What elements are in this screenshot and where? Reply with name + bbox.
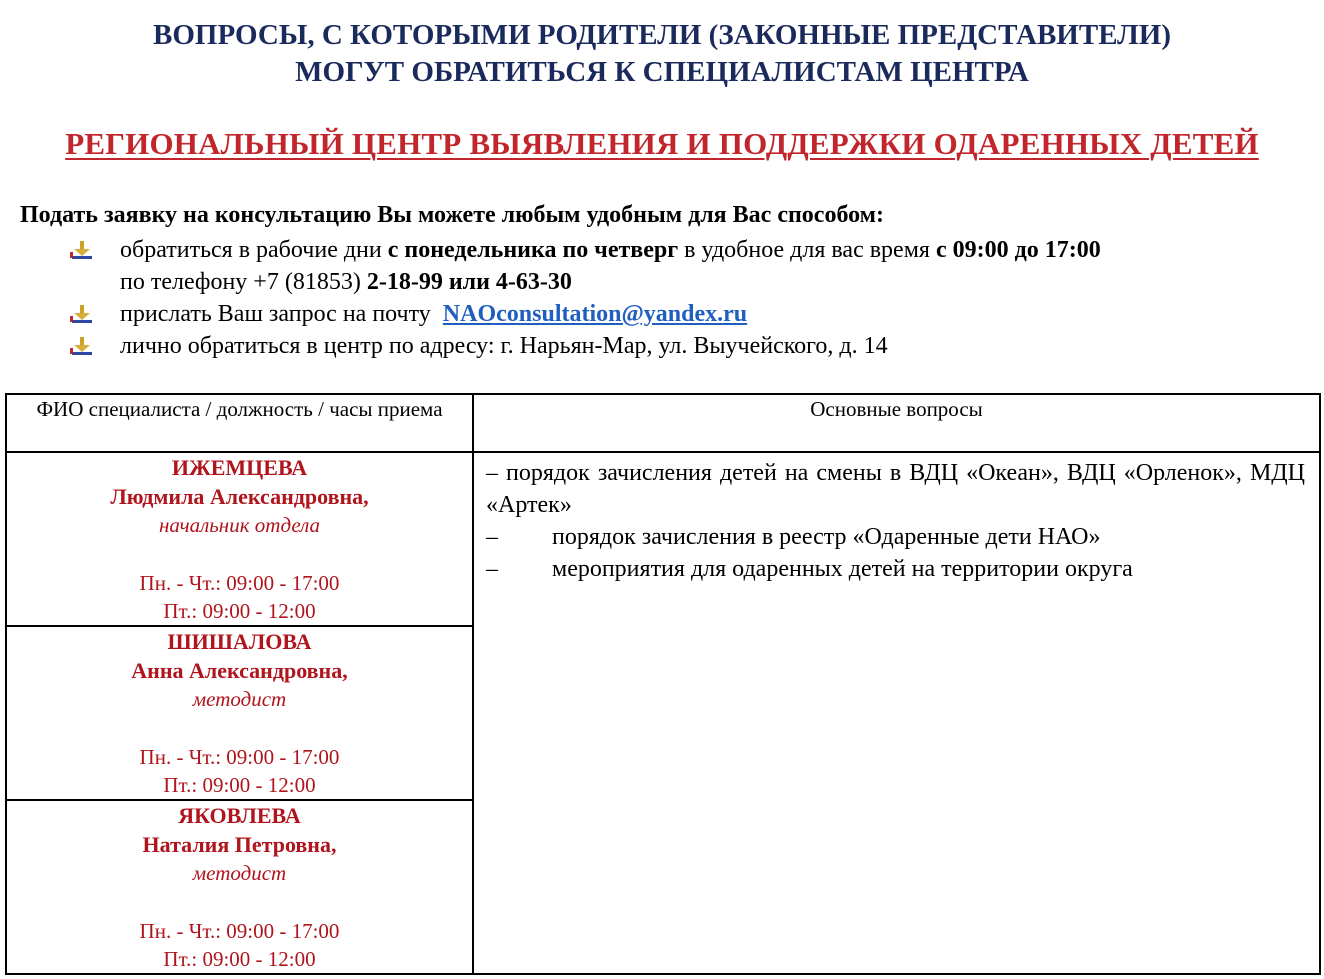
page-title-line-2: МОГУТ ОБРАТИТЬСЯ К СПЕЦИАЛИСТАМ ЦЕНТРА <box>295 56 1029 88</box>
issue-item <box>486 553 1305 585</box>
email-link[interactable]: NAOconsultation@yandex.ru <box>442 301 748 327</box>
list-item-address <box>70 330 1320 362</box>
specialist-hours-friday: Пт.: 09:00 - 12:00 <box>163 599 316 623</box>
contact-methods-list <box>70 234 1320 362</box>
specialist-position: методист <box>192 687 287 711</box>
specialist-hours-friday: Пт.: 09:00 - 12:00 <box>163 773 316 797</box>
specialist-surname: ИЖЕМЦЕВА <box>171 455 308 480</box>
list-item-email <box>70 298 1320 330</box>
page-title-line-1: ВОПРОСЫ, С КОТОРЫМИ РОДИТЕЛИ (ЗАКОННЫЕ ПРЕДСТАВИТЕЛИ) <box>153 19 1171 51</box>
header-specialist: ФИО специалиста / должность / часы приема <box>6 394 473 452</box>
specialist-given-name: Анна Александровна, <box>131 658 348 683</box>
specialist-cell <box>6 800 473 974</box>
header-issues: Основные вопросы <box>473 394 1320 452</box>
specialist-given-name: Наталия Петровна, <box>142 832 337 857</box>
phone-text-3: по телефону +7 (81853) <box>120 269 367 295</box>
specialist-surname: ШИШАЛОВА <box>167 629 312 654</box>
specialist-hours-weekdays: Пн. - Чт.: 09:00 - 17:00 <box>139 571 340 595</box>
issue-item: – порядок зачисления детей на смены в ВДЦ «Океан», ВДЦ «Орленок», МДЦ «Артек» <box>486 460 1305 518</box>
list-item-phone <box>70 234 1320 298</box>
specialist-cell <box>6 452 473 626</box>
issue-text: порядок зачисления в реестр «Одаренные дети НАО» <box>552 524 1101 550</box>
bullet-arrow-icon <box>70 337 94 357</box>
intro-text: Подать заявку на консультацию Вы можете любым удобным для Вас способом: <box>20 202 885 228</box>
specialist-hours-friday: Пт.: 09:00 - 12:00 <box>163 947 316 971</box>
issues-cell <box>473 452 1320 974</box>
phone-text-2: в удобное для вас время <box>678 237 936 263</box>
specialists-table <box>5 393 1321 975</box>
bullet-arrow-icon <box>70 241 94 261</box>
phone-hours: с 09:00 до 17:00 <box>935 237 1101 263</box>
specialist-surname: ЯКОВЛЕВА <box>178 803 301 828</box>
center-name-text: РЕГИОНАЛЬНЫЙ ЦЕНТР ВЫЯВЛЕНИЯ И ПОДДЕРЖКИ ОДАРЕННЫХ ДЕТЕЙ <box>65 126 1259 161</box>
specialist-hours-weekdays: Пн. - Чт.: 09:00 - 17:00 <box>139 919 340 943</box>
center-name-heading <box>0 126 1324 162</box>
specialist-given-name: Людмила Александровна, <box>110 484 369 509</box>
phone-days: с понедельника по четверг <box>387 237 679 263</box>
phone-text-1: обратиться в рабочие дни <box>120 237 388 263</box>
issue-text: мероприятия для одаренных детей на территории округа <box>552 556 1133 582</box>
dash-marker: – <box>486 556 498 582</box>
specialist-hours-weekdays: Пн. - Чт.: 09:00 - 17:00 <box>139 745 340 769</box>
address-text: лично обратиться в центр по адресу: г. Нарьян-Мар, ул. Выучейского, д. 14 <box>120 333 888 359</box>
phone-numbers: 2-18-99 или 4-63-30 <box>366 269 572 295</box>
specialist-cell <box>6 626 473 800</box>
issue-item <box>486 521 1305 553</box>
bullet-arrow-icon <box>70 305 94 325</box>
specialist-position: методист <box>192 861 287 885</box>
dash-marker: – <box>486 524 498 550</box>
email-text: прислать Ваш запрос на почту <box>120 301 431 327</box>
specialist-position: начальник отдела <box>158 513 321 537</box>
